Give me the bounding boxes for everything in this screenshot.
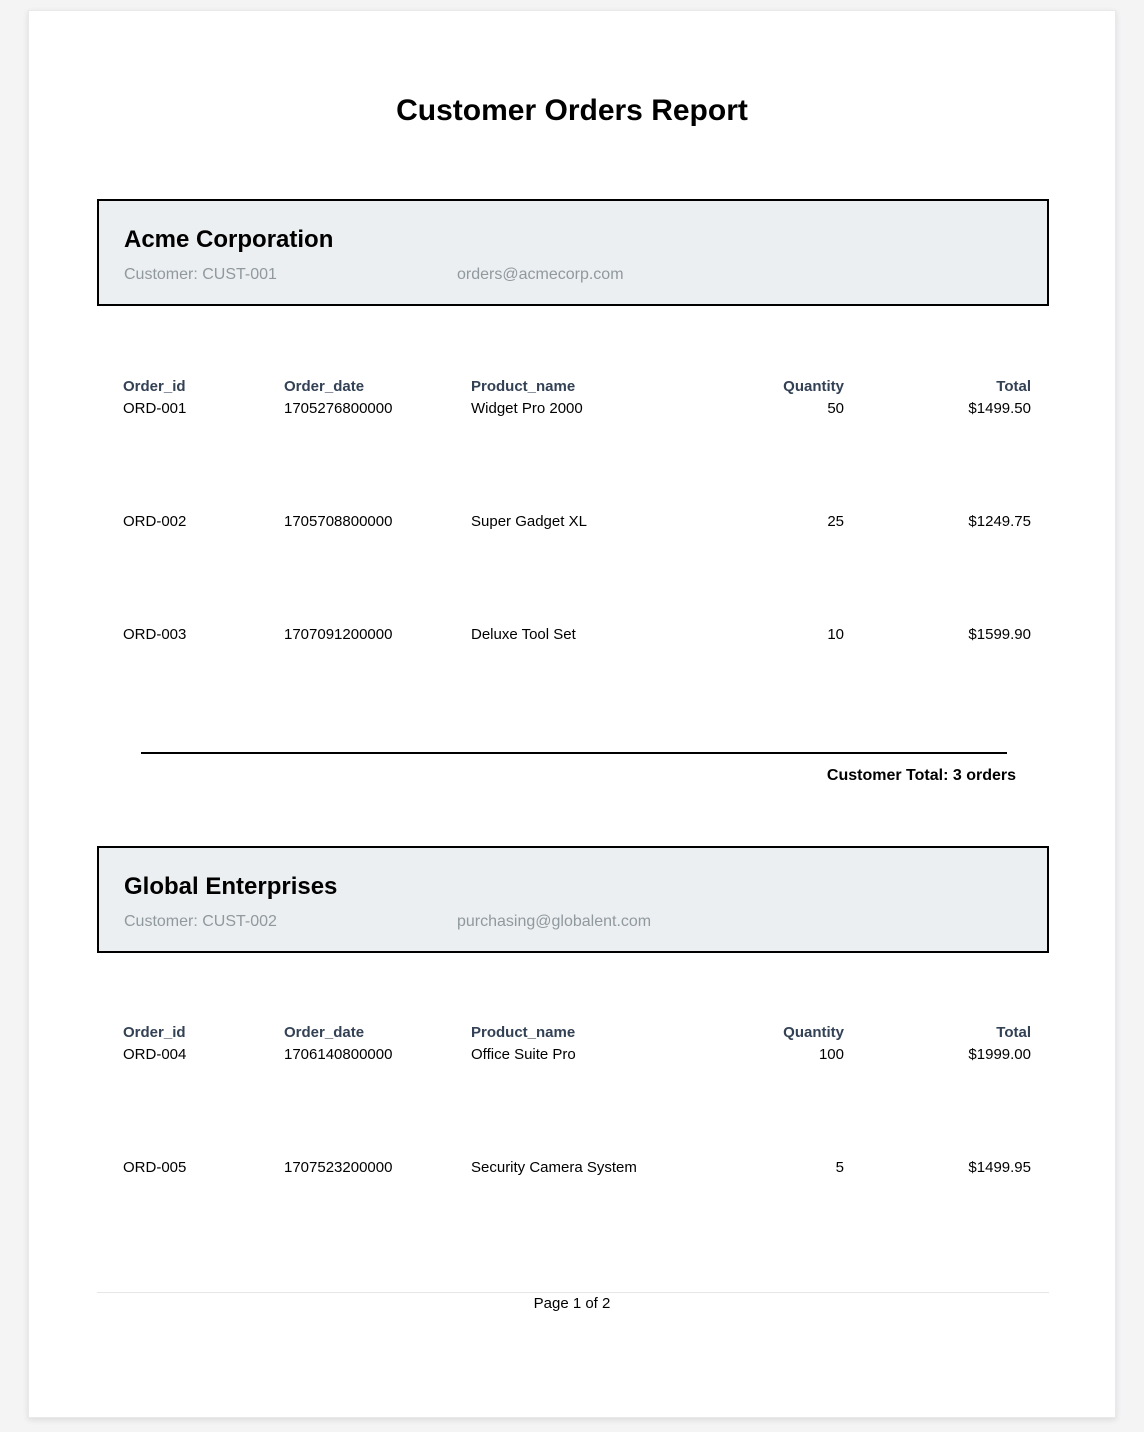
customer-meta	[124, 265, 1024, 285]
cell-order-id: ORD-003	[123, 626, 187, 643]
table-header-row	[123, 1024, 1031, 1042]
report-page	[28, 10, 1116, 1418]
customer-header-acme	[97, 199, 1049, 306]
table-row	[123, 626, 1031, 644]
table-row	[123, 1159, 1031, 1177]
cell-order-date: 1707523200000	[284, 1159, 393, 1176]
cell-order-id: ORD-002	[123, 513, 187, 530]
column-header-order-id: Order_id	[123, 1024, 186, 1041]
customer-email: purchasing@globalent.com	[457, 913, 652, 930]
table-row	[123, 400, 1031, 418]
cell-total: $1499.95	[968, 1159, 1031, 1176]
cell-order-date: 1705276800000	[284, 400, 393, 417]
cell-total: $1999.00	[968, 1046, 1031, 1063]
column-header-quantity: Quantity	[783, 1024, 844, 1041]
cell-order-date: 1705708800000	[284, 513, 393, 530]
cell-order-date: 1707091200000	[284, 626, 393, 643]
cell-order-id: ORD-004	[123, 1046, 187, 1063]
column-header-quantity: Quantity	[783, 378, 844, 395]
cell-quantity: 10	[827, 626, 844, 643]
cell-total: $1599.90	[968, 626, 1031, 643]
customer-total-divider	[141, 752, 1007, 754]
column-header-product-name: Product_name	[471, 378, 576, 395]
cell-quantity: 5	[835, 1159, 844, 1176]
cell-total: $1499.50	[968, 400, 1031, 417]
cell-order-date: 1706140800000	[284, 1046, 393, 1063]
cell-quantity: 100	[818, 1046, 844, 1063]
customer-header-global	[97, 846, 1049, 953]
column-header-total: Total	[996, 1024, 1031, 1041]
cell-product-name: Office Suite Pro	[471, 1046, 576, 1063]
customer-meta	[124, 912, 1024, 932]
customer-email: orders@acmecorp.com	[457, 266, 624, 283]
customer-name: Global Enterprises	[124, 873, 338, 900]
cell-product-name: Widget Pro 2000	[471, 400, 583, 417]
cell-product-name: Super Gadget XL	[471, 513, 587, 530]
column-header-order-date: Order_date	[284, 378, 365, 395]
table-row	[123, 513, 1031, 531]
footer-divider	[97, 1292, 1049, 1293]
cell-product-name: Deluxe Tool Set	[471, 626, 576, 643]
cell-product-name: Security Camera System	[471, 1159, 637, 1176]
page-indicator: Page 1 of 2	[533, 1295, 611, 1312]
column-header-product-name: Product_name	[471, 1024, 576, 1041]
cell-total: $1249.75	[968, 513, 1031, 530]
cell-quantity: 50	[827, 400, 844, 417]
customer-id-label: Customer: CUST-001	[124, 266, 277, 283]
cell-order-id: ORD-001	[123, 400, 187, 417]
customer-total-summary: Customer Total: 3 orders	[826, 767, 1016, 784]
customer-id-label: Customer: CUST-002	[124, 913, 277, 930]
table-row	[123, 1046, 1031, 1064]
column-header-total: Total	[996, 378, 1031, 395]
page-title: Customer Orders Report	[396, 94, 748, 127]
cell-quantity: 25	[827, 513, 844, 530]
column-header-order-id: Order_id	[123, 378, 186, 395]
customer-name: Acme Corporation	[124, 226, 334, 253]
table-header-row	[123, 378, 1031, 396]
column-header-order-date: Order_date	[284, 1024, 365, 1041]
cell-order-id: ORD-005	[123, 1159, 187, 1176]
